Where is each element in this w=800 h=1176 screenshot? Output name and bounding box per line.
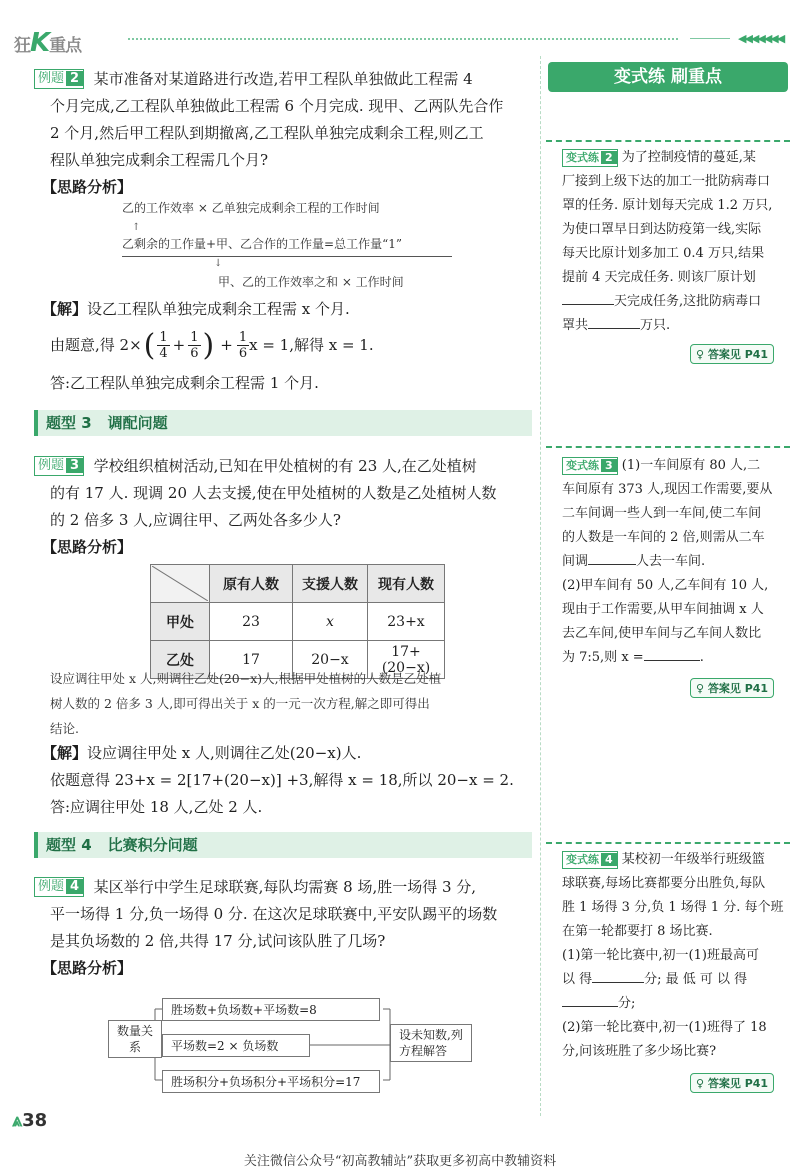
answer-ref-4[interactable]: ♀ 答案见 P41 (690, 1073, 774, 1093)
example-badge: 例题 2 (34, 69, 84, 89)
practice-divider (546, 140, 790, 142)
header-divider (128, 38, 678, 40)
column-divider (540, 56, 541, 1116)
analysis-3: 设应调往甲处 x 人,则调往乙处(20−x)人,根据甲处植树的人数是乙处植 树人数的 2 倍多 3 人,即可得出关于 x 的一元一次方程,解之即可得出 结论. (50, 671, 442, 736)
think-label: 【思路分析】 (42, 178, 133, 196)
answer-blank[interactable] (588, 550, 636, 565)
example-badge: 例题 3 (34, 456, 84, 476)
solution-3: 【解】设应调往甲处 x 人,则调往乙处(20−x)人. 依题意得 23+x = 2[17+(20−x)] +3,解得 x = 18,所以 20−x = 2. 答:应调往甲处 18 人,乙处 2 人. (42, 744, 514, 816)
header-divider-end (690, 38, 730, 39)
answer-ref-3[interactable]: ♀ 答案见 P41 (690, 678, 774, 698)
diagram-bottom: 甲、乙的工作效率之和 × 工作时间 (218, 275, 404, 289)
diagram-relation-2: 平场数=2 × 负场数 (162, 1034, 310, 1057)
practice-2: 变式练 2 为了控制疫情的蔓延,某 厂接到上级下达的加工一批防病毒口 罩的任务. 原计划每天完成 1.2 万只, 为使口罩早日到达防疫第一线,实际 每天比原计划多加工 0.4 万只,结果 提前 4 天完成任务. 则该厂原计划 天完成任务,这批防病毒口 罩共 万只. (562, 150, 773, 333)
practice-divider (546, 842, 790, 844)
arrow-up-icon: ↑ (132, 222, 141, 233)
page-number: ⩓38 (12, 1110, 48, 1131)
answer-2: 答:乙工程队单独完成剩余工程需 1 个月. (50, 374, 319, 392)
table-row: 甲处 23 x 23+x (151, 603, 445, 641)
diagram-top: 乙的工作效率 × 乙单独完成剩余工程的工作时间 (122, 201, 380, 215)
example-badge: 例题 4 (34, 877, 84, 897)
practice-banner: 变式练 刷重点 (548, 62, 788, 92)
practice-divider (546, 446, 790, 448)
equation-2: 由题意,得 2× ( 1 4 + $\frac{1}{6}$ ) + $\frac{1}{6}$ x = 1,解得 x = 1. (50, 328, 374, 363)
diagram-middle: 乙剩余的工作量+甲、乙合作的工作量=总工作量“1” (122, 232, 452, 257)
diagram-right-box: 设未知数,列方程解答 (390, 1024, 472, 1062)
practice-3: 变式练 3 (1)一车间原有 80 人,二 车间原有 373 人,现因工作需要,要从 二车间调一些人到一车间,使二车间 的人数是一车间的 2 倍,则需从二车 间调 人去一车间. (2)甲车间有 50 人,乙车间有 10 人, 现由于工作需要,从甲车间抽调 x 人 去乙车间,使甲车间与乙车间人数比 为 7:5,则 x = . (562, 458, 773, 665)
brand-logo: 狂K重点 (14, 28, 82, 58)
diagram-left-box: 数量关系 (108, 1020, 162, 1058)
arrow-down-icon: ↓ (214, 258, 223, 269)
example-4: 例题 4 某区举行中学生足球联赛,每队均需赛 8 场,胜一场得 3 分, 平一场得 1 分,负一场得 0 分. 在这次足球联赛中,平安队踢平的场数 是其负场数的 2 倍,共得 17 分,试问该队胜了几场? 【思路分析】 (34, 874, 534, 982)
page-icon: ⩓ (12, 1110, 23, 1131)
example-3: 例题 3 学校组织植树活动,已知在甲处植树的有 23 人,在乙处植树 的有 17 人. 现调 20 人去支援,使在甲处植树的人数是乙处植树人数 的 2 倍多 3 人,应调往甲、乙两处各多少人? 【思路分析】 (34, 453, 534, 561)
answer-ref-2[interactable]: ♀ 答案见 P41 (690, 344, 774, 364)
footer-note: 关注微信公众号“初高教辅站”获取更多初高中教辅资料 (243, 1154, 557, 1169)
practice-4: 变式练 4 某校初一年级举行班级篮 球联赛,每场比赛都要分出胜负,每队 胜 1 场得 3 分,负 1 场得 1 分. 每个班 在第一轮都要打 8 场比赛. (1)第一轮比赛中,初一(1)班最高可 以 得 分; 最 低 可 以 得 分; (2)第一轮比赛中,初一(1)班得了 18 分,问该班胜了多少场比赛? (562, 852, 784, 1059)
solution-2: 【解】设乙工程队单独完成剩余工程需 x 个月. (42, 300, 350, 318)
example-2: 例题 2 某市准备对某道路进行改造,若甲工程队单独做此工程需 4 个月完成,乙工程队单独做此工程需 6 个月完成. 现甲、乙两队先合作 2 个月,然后甲工程队到期撤离,乙工程队单独完成剩余工程,则乙工 程队单独完成剩余工程需几个月? 【思路分析】 (34, 66, 534, 201)
header-arrows-icon: ◀◀◀◀◀◀◀ (738, 32, 784, 45)
answer-blank[interactable] (562, 992, 618, 1007)
answer-blank[interactable] (592, 968, 644, 983)
answer-blank[interactable] (588, 314, 640, 329)
table-corner (151, 565, 210, 603)
practice-badge: 变式练 4 (562, 851, 618, 869)
practice-badge: 变式练 2 (562, 149, 618, 167)
section-header-3: 题型 3 调配问题 (34, 410, 532, 436)
diagram-relation-1: 胜场数+负场数+平场数=8 (162, 998, 380, 1021)
think-label: 【思路分析】 (42, 959, 133, 977)
table-row: 乙处 17 20−x 17+(20−x) (151, 641, 445, 679)
think-label: 【思路分析】 (42, 538, 133, 556)
diagram-relation-3: 胜场积分+负场积分+平场积分=17 (162, 1070, 380, 1093)
answer-blank[interactable] (644, 646, 700, 661)
section-header-4: 题型 4 比赛积分问题 (34, 832, 532, 858)
practice-badge: 变式练 3 (562, 457, 618, 475)
answer-blank[interactable] (562, 290, 614, 305)
data-table: 原有人数 支援人数 现有人数 甲处 23 x 23+x 乙处 17 20−x 17+(20−x) (150, 564, 445, 679)
